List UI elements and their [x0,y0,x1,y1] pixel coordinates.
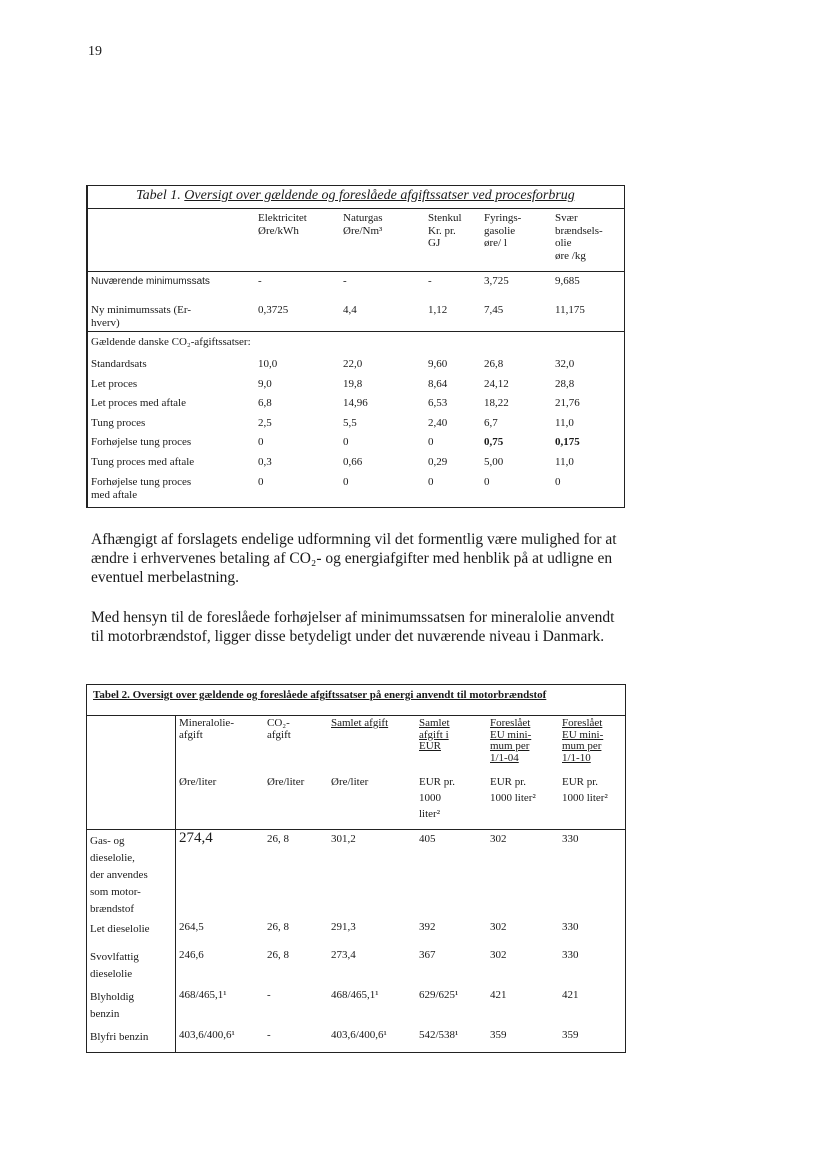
table-2-column-unit: Øre/liter [331,776,369,788]
table-1-cell: 5,00 [484,456,504,468]
table-1-row-label: Nuværende minimumssats [91,276,210,287]
table-2-cell: 330 [562,833,579,845]
table-1-cell: 32,0 [555,358,575,370]
table-2-column-unit: Øre/liter [179,776,217,788]
table-2-row-label: Let dieselolie [90,923,150,935]
table-1-row-label: Let proces med aftale [91,397,186,410]
table-2-cell: 392 [419,921,436,933]
table-1-cell: 0 [428,436,434,449]
table-2-column-header: Foreslået EU mini- mum per 1/1-10 [562,717,604,764]
table-2-cell: 330 [562,949,579,961]
table-1-column-header: Svær brændsels- olie øre /kg [555,212,603,262]
table-2-cell: 421 [562,989,579,1001]
table-2-cell: 246,6 [179,949,204,961]
table-1-cell: 22,0 [343,358,363,370]
table-1-row-label: Let proces [91,377,138,390]
table-2-cell: 330 [562,921,579,933]
table-1-cell: 3,725 [484,275,509,287]
table-2-cell: 26, 8 [267,921,289,933]
table-1-cell: 0 [484,475,490,488]
table-2-column-header: Samlet afgift [331,717,389,729]
table-2-column-unit: EUR pr. 1000 liter² [562,776,608,804]
table-2-cell: 291,3 [331,921,356,933]
table-2-cell: 264,5 [179,921,204,933]
table-2-column-unit: EUR pr. 1000 liter² [490,776,536,804]
table-1-cell: 11,0 [555,416,574,429]
table-1-cell: 24,12 [484,377,509,390]
table-2-cell: 403,6/400,6¹ [331,1029,387,1041]
table-2-cell: 302 [490,949,507,961]
table-1-row-label: Standardsats [91,358,147,370]
table-1-row-label: Forhøjelse tung proces med aftale [91,475,192,501]
table-1-cell: 5,5 [343,416,357,429]
table-2 [86,684,626,1053]
table-1-cell: - [343,275,347,287]
table-1-cell: 21,76 [555,397,580,410]
table-1-cell: 6,8 [258,397,272,410]
table-2-column-unit: EUR pr. 1000 liter² [419,776,456,820]
table-1-title: Tabel 1. Oversigt over gældende og foreslåede afgiftssatser ved procesforbrug [136,188,575,203]
table-2-cell: - [267,989,271,1001]
table-2-cell: 629/625¹ [419,989,459,1001]
table-2-row-label: Svovlfattig dieselolie [90,951,139,980]
table-1-cell: 8,64 [428,377,448,390]
table-2-cell: 359 [562,1029,579,1041]
table-2-row-label: Blyholdig benzin [90,991,135,1020]
table-1-cell: 0,75 [484,436,504,449]
table-2-column-header: Mineralolie- afgift [179,717,234,741]
table-1-cell: 26,8 [484,358,504,370]
table-1-cell: 0 [258,475,264,488]
table-2-cell: 359 [490,1029,507,1041]
table-1-column-header: Naturgas Øre/Nm³ [343,212,383,237]
table-2-cell: - [267,1029,271,1041]
table-1-cell: 6,53 [428,397,448,410]
table-1-cell: 9,0 [258,377,272,390]
table-1-cell: - [258,275,262,287]
paragraph-2: Med hensyn til de foreslåede forhøjelser af minimumssatsen for mineralolie anvendt til motorbrændstof, ligger disse betydeligt under det nuværende niveau i Danmark. [91,609,615,645]
table-2-cell: 302 [490,833,507,845]
table-1-cell: 14,96 [343,397,368,410]
table-1-cell: 0 [428,475,434,488]
table-1-cell: 10,0 [258,358,278,370]
table-1-row-label: Tung proces med aftale [91,456,195,468]
table-1-section-label: Gældende danske CO₂-afgiftssatser: [91,336,251,348]
table-2-cell: 273,4 [331,949,356,961]
table-1-column-header: Stenkul Kr. pr. GJ [428,212,462,249]
table-2-column-header: Samlet afgift i EUR [419,717,450,752]
table-1-cell: 1,12 [428,304,448,316]
table-2-title: Tabel 2. Oversigt over gældende og foreslåede afgiftssatser på energi anvendt til motorbrændstof [93,689,547,701]
table-1-row-label: Forhøjelse tung proces [91,436,192,449]
table-2-cell: 26, 8 [267,949,289,961]
table-2-row-label: Blyfri benzin [90,1031,149,1043]
table-1-cell: 11,175 [555,304,585,316]
table-1-cell: 0,175 [555,436,580,449]
table-2-cell: 468/465,1¹ [331,989,379,1001]
table-1-column-header: Fyrings- gasolie øre/ l [484,212,522,249]
table-1 [86,185,625,508]
table-2-cell: 405 [419,833,436,845]
table-1-row-label: Tung proces [91,416,146,429]
table-2-row-label: Gas- og dieselolie, der anvendes som motor- brændstof [90,835,148,915]
table-1-cell: - [428,275,432,287]
page-number: 19 [88,44,102,59]
table-1-cell: 19,8 [343,377,363,390]
table-2-cell: 26, 8 [267,833,289,845]
table-2-cell: 403,6/400,6¹ [179,1029,235,1041]
table-1-cell: 0 [555,475,561,488]
table-1-cell: 6,7 [484,416,498,429]
table-1-cell: 18,22 [484,397,509,410]
table-1-cell: 2,40 [428,416,448,429]
table-1-cell: 0,3 [258,456,272,468]
table-1-cell: 4,4 [343,304,357,316]
table-2-column-unit: Øre/liter [267,776,305,788]
table-2-cell: 421 [490,989,507,1001]
table-2-cell: 302 [490,921,507,933]
table-1-cell: 9,685 [555,275,580,287]
table-1-cell: 7,45 [484,304,504,316]
table-1-cell: 0,3725 [258,304,289,316]
table-2-cell: 468/465,1¹ [179,989,227,1001]
table-2-cell: 301,2 [331,833,356,845]
table-2-cell: 274,4 [179,830,213,846]
table-2-column-header: Foreslået EU mini- mum per 1/1-04 [490,717,532,764]
table-1-cell: 2,5 [258,416,272,429]
table-2-cell: 367 [419,949,436,961]
table-2-column-header: CO₂- afgift [267,717,291,741]
table-1-cell: 9,60 [428,358,448,370]
table-1-cell: 0 [343,475,349,488]
paragraph-1: Afhængigt af forslagets endelige udformning vil det formentlig være mulighed for at ændre i erhvervenes betaling af CO₂- og energiafgifter med henblik på at udligne en eventuel merbelastning. [91,531,617,586]
table-1-cell: 0,66 [343,456,363,468]
table-1-cell: 0,29 [428,456,448,468]
table-2-cell: 542/538¹ [419,1029,459,1041]
table-1-cell: 0 [258,436,264,449]
table-1-row-label: Ny minimumssats (Er- hverv) [91,304,191,329]
table-1-cell: 0 [343,436,349,449]
table-1-column-header: Elektricitet Øre/kWh [258,212,307,237]
table-1-cell: 28,8 [555,377,575,390]
table-1-cell: 11,0 [555,456,574,468]
